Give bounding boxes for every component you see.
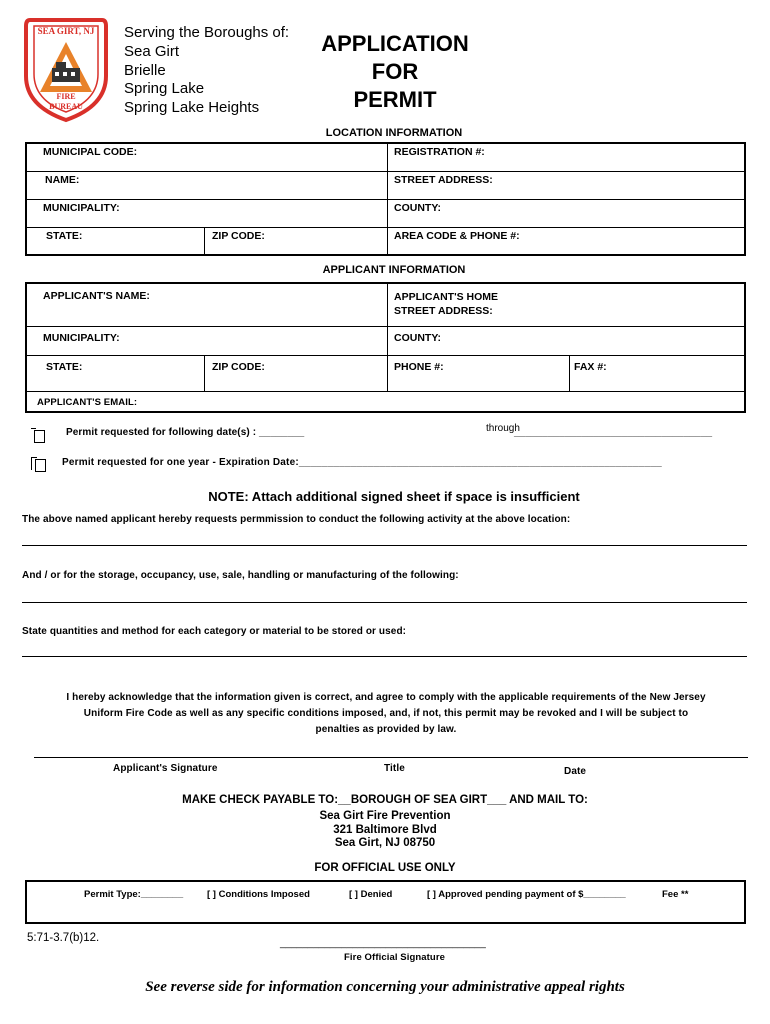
through-label: through bbox=[486, 423, 520, 434]
municipality-field[interactable]: MUNICIPALITY: bbox=[43, 202, 120, 214]
signature-line[interactable] bbox=[34, 757, 748, 758]
applicant-county-field[interactable]: COUNTY: bbox=[394, 332, 442, 344]
applicant-name-field[interactable]: APPLICANT'S NAME: bbox=[43, 290, 150, 302]
name-field[interactable]: NAME: bbox=[45, 174, 80, 186]
code-reference: 5:71-3.7(b)12. bbox=[27, 932, 100, 944]
applicant-heading: APPLICANT INFORMATION bbox=[322, 264, 466, 276]
denied-checkbox[interactable]: [ ] Denied bbox=[349, 889, 393, 900]
official-use-heading: FOR OFFICIAL USE ONLY bbox=[314, 862, 456, 874]
conditions-imposed-checkbox[interactable]: [ ] Conditions Imposed bbox=[207, 889, 310, 900]
logo-bottom-text-1: FIRE bbox=[56, 92, 76, 101]
storage-label: And / or for the storage, occupancy, use, sale, handling or manufacturing of the following: bbox=[22, 570, 459, 581]
activity-label: The above named applicant hereby requests permmission to conduct the following activity at the above location: bbox=[22, 514, 571, 525]
acknowledgement-line: Uniform Fire Code as well as any specific conditions imposed, and, if not, this permit may be revoked and I will be subject to bbox=[83, 708, 689, 719]
storage-line[interactable] bbox=[22, 602, 747, 603]
applicant-fax-field[interactable]: FAX #: bbox=[574, 361, 607, 373]
page-title bbox=[300, 30, 490, 114]
one-year-label[interactable]: Permit requested for one year - Expiration Date:_______________________________________________________________ bbox=[62, 457, 662, 468]
borough-item: Spring Lake Heights bbox=[124, 98, 260, 116]
one-year-checkbox[interactable] bbox=[35, 459, 46, 472]
borough-item: Brielle bbox=[124, 61, 166, 79]
location-heading: LOCATION INFORMATION bbox=[325, 127, 463, 139]
approved-pending-checkbox[interactable]: [ ] Approved pending payment of $________ bbox=[427, 889, 626, 900]
applicant-municipality-field[interactable]: MUNICIPALITY: bbox=[43, 332, 120, 344]
quantities-label: State quantities and method for each category or material to be stored or used: bbox=[22, 626, 407, 637]
activity-line[interactable] bbox=[22, 545, 747, 546]
borough-item: Sea Girt bbox=[124, 43, 180, 60]
title-label: Title bbox=[384, 763, 405, 774]
permit-dates-label: Permit requested for following date(s) : ________ bbox=[66, 427, 305, 438]
logo-bottom-text-2: BUREAU bbox=[49, 102, 83, 111]
through-date-line[interactable]: ___________________________________ bbox=[514, 427, 713, 438]
area-phone-field[interactable]: AREA CODE & PHONE #: bbox=[394, 230, 520, 242]
title-line: APPLICATION bbox=[321, 31, 469, 56]
home-address-label-2: STREET ADDRESS: bbox=[394, 305, 493, 317]
quantities-line[interactable] bbox=[22, 656, 747, 657]
applicant-signature-label: Applicant's Signature bbox=[113, 763, 218, 774]
address-line: Sea Girt, NJ 08750 bbox=[334, 837, 436, 849]
state-field[interactable]: STATE: bbox=[46, 230, 83, 242]
make-check-text: MAKE CHECK PAYABLE TO:__BOROUGH OF SEA GIRT___ AND MAIL TO: bbox=[182, 794, 588, 806]
title-line: FOR bbox=[371, 59, 419, 84]
applicant-email-field[interactable]: APPLICANT'S EMAIL: bbox=[37, 397, 138, 408]
zip-field[interactable]: ZIP CODE: bbox=[212, 230, 265, 242]
borough-list bbox=[124, 43, 259, 117]
borough-item: Spring Lake bbox=[124, 80, 205, 97]
serving-line: Serving the Boroughs of: bbox=[124, 24, 290, 41]
applicant-home-address-field[interactable] bbox=[394, 290, 498, 318]
address-line: Sea Girt Fire Prevention bbox=[319, 810, 451, 822]
acknowledgement-line: penalties as provided by law. bbox=[315, 724, 457, 735]
fire-official-signature-line[interactable]: _____________________________________ bbox=[280, 938, 486, 949]
date-label: Date bbox=[564, 766, 587, 777]
official-use-box bbox=[25, 880, 746, 924]
home-address-label-1: APPLICANT'S HOME bbox=[394, 291, 499, 303]
fire-official-signature-label: Fire Official Signature bbox=[344, 952, 446, 963]
county-field[interactable]: COUNTY: bbox=[394, 202, 442, 214]
applicant-phone-field[interactable]: PHONE #: bbox=[394, 361, 444, 373]
street-address-field[interactable]: STREET ADDRESS: bbox=[394, 174, 493, 186]
applicant-state-field[interactable]: STATE: bbox=[46, 361, 83, 373]
permit-dates-checkbox[interactable] bbox=[34, 430, 45, 443]
note-text: NOTE: Attach additional signed sheet if space is insufficient bbox=[208, 489, 580, 504]
fee-label: Fee ** bbox=[662, 889, 689, 900]
fire-bureau-logo bbox=[22, 14, 110, 124]
registration-field[interactable]: REGISTRATION #: bbox=[394, 146, 485, 158]
acknowledgement-text bbox=[16, 690, 756, 738]
address-line: 321 Baltimore Blvd bbox=[333, 823, 437, 836]
logo-top-text: SEA GIRT, NJ bbox=[37, 26, 95, 36]
applicant-zip-field[interactable]: ZIP CODE: bbox=[212, 361, 265, 373]
acknowledgement-line: I hereby acknowledge that the information given is correct, and agree to comply with the applicable requirements of the New Jersey bbox=[66, 692, 706, 703]
municipal-code-field[interactable]: MUNICIPAL CODE: bbox=[43, 146, 138, 158]
mailing-address bbox=[0, 810, 770, 851]
permit-type-field[interactable]: Permit Type:________ bbox=[84, 889, 184, 900]
appeal-rights-note: See reverse side for information concerning your administrative appeal rights bbox=[145, 979, 625, 995]
title-line: PERMIT bbox=[353, 87, 437, 112]
